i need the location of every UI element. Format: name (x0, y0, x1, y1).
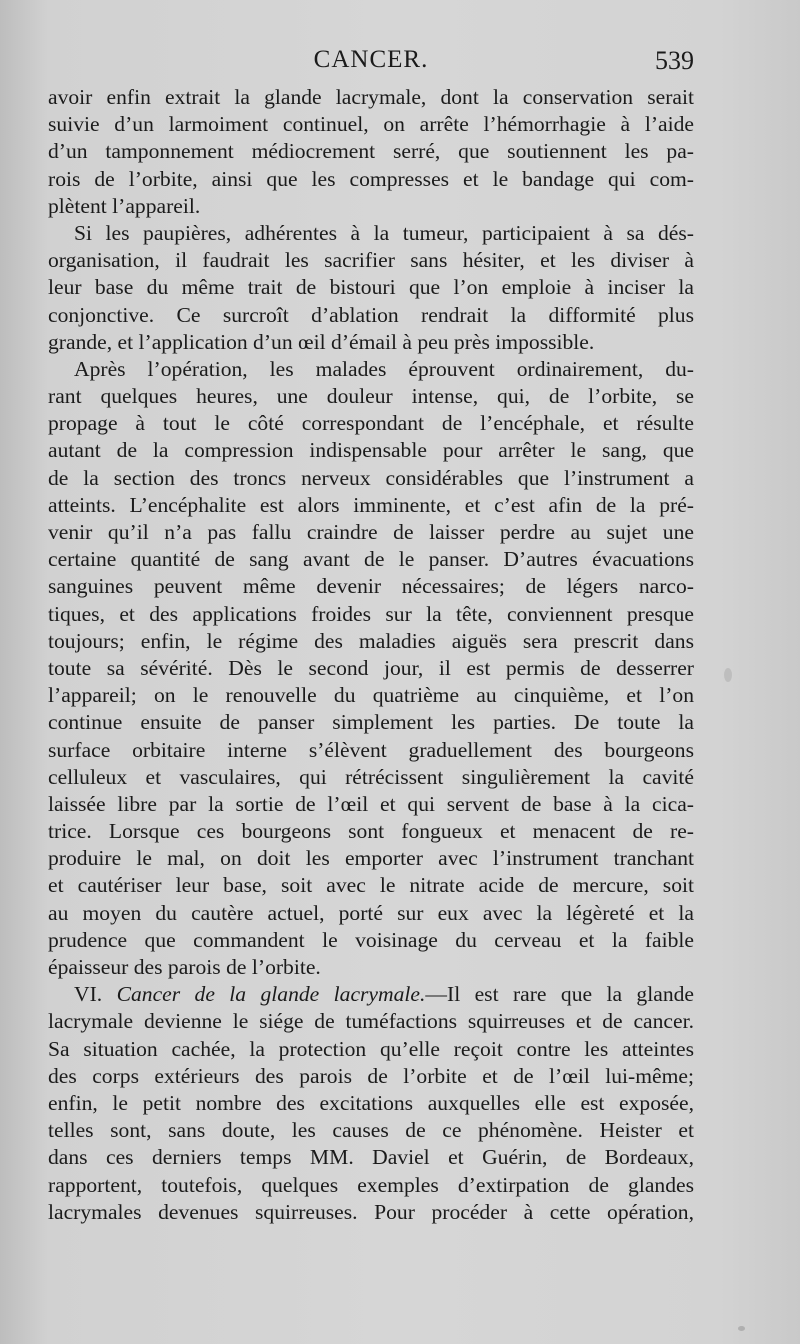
text-line: toute sa sévérité. Dès le second jour, il est permis de desserrer (48, 655, 694, 680)
text-line: d’un tamponnement médiocrement serré, que soutiennent les pa- (48, 139, 694, 164)
page-number: 539 (655, 46, 694, 75)
text-line: grande, et l’application d’un œil d’émail à peu près impossible. (48, 329, 595, 354)
section-title: Cancer de la glande lacrymale. (116, 982, 426, 1007)
text-line: prudence que commandent le voisinage du cerveau et la faible (48, 927, 694, 952)
text-line: au moyen du cautère actuel, porté sur eux avec la légèreté et la (48, 900, 694, 925)
text-line: produire le mal, on doit les emporter avec l’instrument tranchant (48, 846, 694, 871)
text-line: épaisseur des parois de l’orbite. (48, 955, 321, 979)
text-line: atteints. L’encéphalite est alors imminente, et c’est afin de la pré- (48, 492, 694, 517)
text-line: sanguines peuvent même devenir nécessaires; de légers narco- (48, 574, 694, 599)
text-line: et cautériser leur base, soit avec le nitrate acide de mercure, soit (48, 873, 694, 898)
text-line: Sa situation cachée, la protection qu’elle reçoit contre les atteintes (48, 1036, 694, 1061)
text-line: tiques, et des applications froides sur la tête, conviennent presque (48, 601, 694, 626)
text-line: conjonctive. Ce surcroît d’ablation rendrait la difformité plus (48, 302, 694, 327)
text-line: plètent l’appareil. (48, 193, 201, 218)
running-title: CANCER. (313, 46, 429, 73)
text-line: Si les paupières, adhérentes à la tumeur, participaient à sa dés- (74, 220, 694, 245)
text-line: Après l’opération, les malades éprouvent ordinairement, du- (74, 356, 694, 381)
page-header (48, 42, 694, 82)
text-line: rant quelques heures, une douleur intense, qui, de l’orbite, se (48, 384, 694, 409)
text-line: laissée libre par la sortie de l’œil et qui servent de base à la cica- (48, 791, 694, 816)
text-line: des corps extérieurs des parois de l’orbite et de l’œil lui-même; (48, 1063, 694, 1088)
section-heading-line (48, 981, 694, 1008)
text-line: surface orbitaire interne s’élèvent graduellement des bourgeons (48, 737, 694, 762)
text-line: enfin, le petit nombre des excitations auxquelles elle est exposée, (48, 1090, 694, 1115)
text-line: suivie d’un larmoiment continuel, on arrête l’hémorrhagie à l’aide (48, 112, 694, 137)
paper-speck (738, 1326, 745, 1331)
text-line: l’appareil; on le renouvelle du quatrième au cinquième, et l’on (48, 683, 694, 708)
text-line: lacrymale devienne le siége de tuméfactions squirreuses et de cancer. (48, 1009, 694, 1034)
section-numeral: VI. (74, 982, 117, 1007)
body-text (48, 84, 694, 1226)
text-line: lacrymales devenues squirreuses. Pour procéder à cette opération, (48, 1199, 694, 1224)
text-line: autant de la compression indispensable pour arrêter le sang, que (48, 438, 694, 463)
text-line: continue ensuite de panser simplement les parties. De toute la (48, 710, 694, 735)
text-line: de la section des troncs nerveux considérables que l’instrument a (48, 465, 694, 490)
text-line: trice. Lorsque ces bourgeons sont fongueux et menacent de re- (48, 819, 694, 844)
text-line: certaine quantité de sang avant de le panser. D’autres évacuations (48, 547, 694, 572)
text-line: venir qu’il n’a pas fallu craindre de laisser perdre au sujet une (48, 520, 694, 544)
text-line: dans ces derniers temps MM. Daviel et Guérin, de Bordeaux, (48, 1145, 694, 1170)
text-line: propage à tout le côté correspondant de l’encéphale, et résulte (48, 411, 694, 436)
text-line: rois de l’orbite, ainsi que les compresses et le bandage qui com- (48, 166, 694, 191)
text-line: toujours; enfin, le régime des maladies aiguës sera prescrit dans (48, 628, 694, 653)
text-line: rapportent, toutefois, quelques exemples d’extirpation de glandes (48, 1172, 694, 1197)
text-line: avoir enfin extrait la glande lacrymale, dont la conservation serait (48, 85, 694, 109)
text-line: celluleux et vasculaires, qui rétrécissent singulièrement la cavité (48, 764, 694, 789)
text-line: organisation, il faudrait les sacrifier sans hésiter, et les diviser à (48, 248, 694, 273)
text-line: telles sont, sans doute, les causes de ce phénomène. Heister et (48, 1118, 694, 1143)
paper-speck (724, 668, 732, 682)
section-first-line-text: —Il est rare que la glande (425, 982, 694, 1007)
text-line: leur base du même trait de bistouri que l’on emploie à inciser la (48, 275, 694, 300)
